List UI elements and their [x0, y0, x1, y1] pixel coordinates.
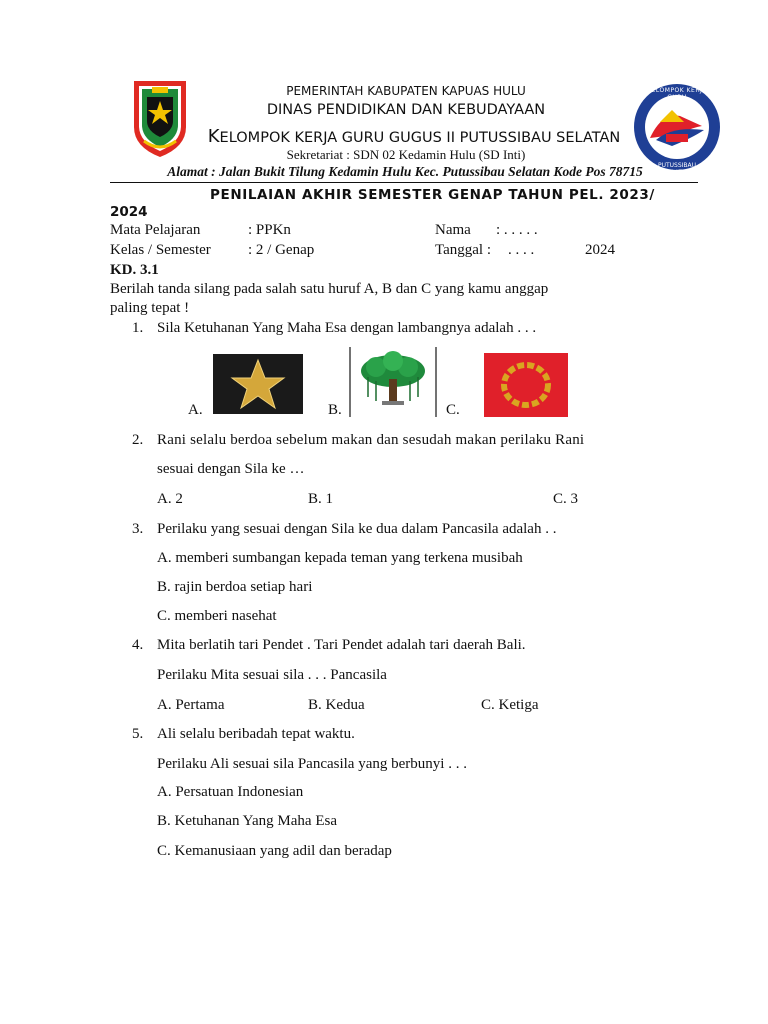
q1-option-b-letter[interactable]: B. [328, 402, 342, 418]
class-value: : 2 / Genap [248, 242, 315, 258]
date-label: Tanggal : [435, 242, 492, 258]
header-secretariat: Sekretariat : SDN 02 Kedamin Hulu (SD Inti) [286, 147, 526, 162]
option-text: Kemanusiaan yang adil dan beradap [174, 843, 392, 859]
q4-option-b[interactable]: B. Kedua [308, 697, 365, 713]
option-letter: C. [157, 843, 171, 859]
subject-value: : PPKn [248, 222, 291, 238]
header-divider [110, 182, 698, 183]
q3-option-c[interactable] [157, 608, 277, 625]
q3-option-a[interactable] [157, 550, 523, 567]
option-text: rajin berdoa setiap hari [174, 579, 313, 595]
class-label: Kelas / Semester [110, 242, 211, 258]
option-text: memberi sumbangan kepada teman yang terkena musibah [175, 550, 523, 566]
question-text: Ali selalu beribadah tepat waktu. [157, 726, 355, 742]
question-5-line2: Perilaku Ali sesuai sila Pancasila yang berbunyi . . . [157, 756, 467, 772]
option-letter: B. [157, 579, 171, 595]
question-number: 3. [132, 521, 144, 537]
q1-option-c-letter[interactable]: C. [446, 402, 460, 418]
q2-option-b[interactable]: B. 1 [308, 491, 334, 507]
logo-ring-top-text: KELOMPOK KERJA GURU [647, 87, 707, 101]
q2-option-a[interactable]: A. 2 [157, 491, 183, 507]
date-year: 2024 [585, 242, 615, 258]
logo-ring-bottom-text: PUTUSSIBAU SELATAN [657, 162, 697, 176]
question-number: 5. [132, 726, 144, 742]
option-text: Persatuan Indonesian [175, 784, 304, 800]
option-text: Ketuhanan Yang Maha Esa [174, 813, 337, 829]
regency-emblem-icon [130, 77, 190, 159]
exam-title: PENILAIAN AKHIR SEMESTER GENAP TAHUN PEL. 2023/ [210, 187, 655, 203]
question-text: Perilaku yang sesuai dengan Sila ke dua dalam Pancasila adalah . . [157, 521, 557, 537]
header-group [196, 126, 632, 147]
subject-label: Mata Pelajaran [110, 222, 201, 238]
instruction-line1: Berilah tanda silang pada salah satu huruf A, B dan C yang kamu anggap [110, 281, 549, 297]
question-number: 4. [132, 637, 144, 653]
question-text: Rani selalu berdoa sebelum makan dan sesudah makan perilaku Rani [157, 432, 585, 448]
name-label: Nama [435, 222, 471, 238]
q5-option-c[interactable] [157, 843, 392, 860]
option-letter: A. [157, 550, 172, 566]
exam-title-year: 2024 [110, 204, 148, 220]
question-text: Mita berlatih tari Pendet . Tari Pendet adalah tari daerah Bali. [157, 637, 526, 653]
question-number: 1. [132, 320, 144, 336]
q1-option-a-letter[interactable]: A. [188, 402, 203, 418]
question-4-line2: Perilaku Mita sesuai sila . . . Pancasila [157, 667, 387, 683]
banyan-tree-icon [348, 347, 438, 417]
q3-option-b[interactable] [157, 579, 312, 596]
instruction-line2: paling tepat ! [110, 300, 190, 316]
header-government: PEMERINTAH KABUPATEN KAPUAS HULU [286, 84, 526, 98]
option-letter: A. [157, 784, 172, 800]
header-group-initial: K [207, 126, 220, 147]
question-text: Sila Ketuhanan Yang Maha Esa dengan lambangnya adalah . . . [157, 320, 537, 336]
option-text: memberi nasehat [174, 608, 277, 624]
header-department: DINAS PENDIDIKAN DAN KEBUDAYAAN [266, 102, 546, 118]
star-icon [213, 354, 303, 414]
header-address: Alamat : Jalan Bukit Tilung Kedamin Hulu Kec. Putussibau Selatan Kode Pos 78715 [167, 164, 643, 179]
q4-option-a[interactable]: A. Pertama [157, 697, 225, 713]
q4-option-c[interactable]: C. Ketiga [481, 697, 539, 713]
name-value: : . . . . . [496, 222, 538, 238]
q5-option-b[interactable] [157, 813, 337, 830]
q5-option-a[interactable] [157, 784, 303, 801]
date-value: . . . . [508, 242, 535, 258]
kkg-logo-icon [632, 82, 722, 176]
header-group-rest: ELOMPOK KERJA GURU GUGUS II PUTUSSIBAU SELATAN [219, 130, 621, 146]
question-number: 2. [132, 432, 144, 448]
question-2-line2: sesuai dengan Sila ke … [157, 461, 305, 477]
q2-option-c[interactable]: C. 3 [553, 491, 579, 507]
chain-icon [484, 353, 568, 417]
kd-label: KD. 3.1 [110, 262, 159, 278]
option-letter: B. [157, 813, 171, 829]
option-letter: C. [157, 608, 171, 624]
